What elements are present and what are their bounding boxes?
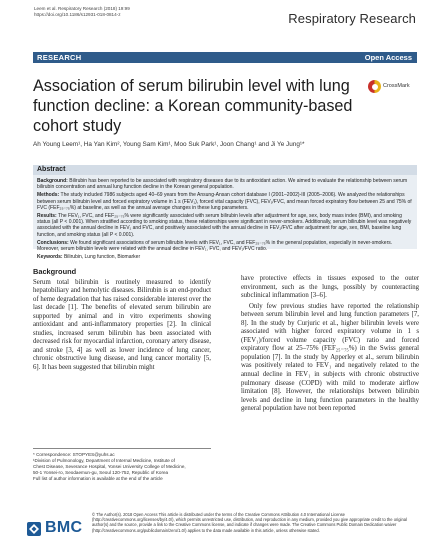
citation-line: Leem et al. Respiratory Research (2018) 19:99: [34, 6, 130, 11]
article-type-label: RESEARCH: [37, 53, 82, 62]
bmc-logo-icon: [26, 521, 42, 537]
bmc-logo: [26, 519, 88, 539]
section-heading: Background: [33, 267, 77, 276]
abstract-heading: Abstract: [37, 166, 66, 173]
abstract-results: [37, 213, 413, 238]
affiliation-line: 50-1 Yonsei-ro, Seodaemun-gu, Seoul 120-752, Republic of Korea: [33, 470, 169, 475]
section-label: Results:: [37, 213, 57, 220]
section-text: Bilirubin has been reported to be associated with respiratory diseases due to its antioxidant action. We aimed to evaluate the relationship between serum bilirubin concentration and annual lung function decline in the Korean general population.: [37, 178, 408, 191]
body-left-column: [33, 268, 211, 375]
body-paragraph: Serum total bilirubin is routinely measured to identify hepatobiliary and hemolytic diseases. Bilirubin is an end-product of heme degradation that has raised considerable interest over the last decade [1]. The benefits of elevated serum bilirubin are supported by animal and in vitro experiments showing antioxidant and anti-inflammatory properties [2]. In clinical studies, increased serum bilirubin has been associated with decreased risk for myocardial infarction, coronary artery disease, and stroke [3, 4] as well as lower incidence of lung cancer, chronic obstructive lung disease, and lung cancer mortality [5, 6]. It has been suggested that bilirubin might: [33, 278, 211, 372]
license-statement: © The Author(s). 2018 Open Access This article is distributed under the terms of the Creative Commons Attribution 4.0 International License (http://creativecommons.org/licenses/by/4.0/), which permits unrestricted use, distribution, and reproduction in any medium, provided you give appropriate credit to the original author(s) and the source, provide a link to the Creative Commons license, and indicate if changes were made. The Creative Commons Public Domain Dedication waiver (http://creativecommons.org/publicdomain/zero/1.0/) applies to the data made available in this article, unless otherwise stated.: [92, 512, 407, 533]
section-label: Keywords:: [37, 254, 63, 261]
section-text: Bilirubin, Lung function, Biomarker: [63, 254, 141, 261]
crossmark-icon: [368, 80, 381, 93]
crossmark-label: CrossMark: [383, 83, 410, 89]
section-text: The FEV₁, FVC, and FEF₂₅₋₇₅% were significantly associated with serum bilirubin levels after adjustment for age, sex, body mass index (BMI), and smoking status (all P < 0.001). When stratified according to smoking status, these relationships were significant in never-smokers. Additionally, serum bilirubin level was negatively associated with the annual decline in FEV₁ and FVC, and positively associated with the annual decline in FEV₁/FVC after adjustment for age, sex, BMI, baseline lung function, and smoking status (all P < 0.001).: [37, 213, 412, 238]
abstract-body: [37, 178, 413, 262]
article-type-banner: [33, 52, 417, 63]
abstract-box: [33, 165, 417, 261]
correspondence-email[interactable]: * Correspondence: STOPYES@yuhs.ac: [33, 452, 115, 457]
section-text: We found significant associations of serum bilirubin levels with FEV₁, FVC, and FEF₂₅₋₇₅% in the general population, especially in never-smokers. Moreover, serum bilirubin levels were related with the annual decline in FEV₁, FVC, and FEV₁/FVC ratio.: [37, 239, 393, 253]
article-title: Association of serum bilirubin level with lung function decline: a Korean community-based cohort study: [33, 77, 353, 135]
section-label: Methods:: [37, 192, 60, 199]
correspondence-footnote: [33, 452, 211, 482]
article-citation: [34, 6, 130, 18]
author-list: Ah Young Leem¹, Ha Yan Kim², Young Sam Kim¹, Moo Suk Park¹, Joon Chang¹ and Ji Ye Jung¹*: [33, 141, 305, 148]
footnote-divider: [33, 448, 211, 449]
body-paragraph: have protective effects in tissues exposed to the outer environment, such as the lungs, possibly by counteracting subclinical inflammation [3–6].: [241, 275, 419, 300]
body-paragraph: Only few previous studies have reported the relationship between serum bilirubin level and lung function parameters [7, 8]. In the study by Curjuric et al., higher bilirubin levels were associated with higher forced expiratory volume in 1 s (FEV₁)/forced volume capacity (FVC) ratio and forced expiratory flow at 25–75% (FEF₂₅₋₇₅%) in the Swiss general population [7]. In the study by Apperley et al., serum bilirubin was positively related to FEV₁ and negatively related to the annual decline in FEV₁ in subjects with chronic obstructive pulmonary disease (COPD) with mild to moderate airflow limitation [8]. However, the relationships between bilirubin levels and decline in lung function parameters in the healthy general population have not been reported: [241, 302, 419, 413]
journal-name: Respiratory Research: [288, 11, 416, 26]
bmc-logo-text: BMC: [45, 519, 83, 536]
abstract-keywords: [37, 254, 413, 260]
abstract-header: [33, 165, 417, 175]
abstract-methods: [37, 192, 413, 211]
crossmark-badge[interactable]: [368, 80, 410, 96]
abstract-background: [37, 178, 413, 190]
affiliation-line: ¹Division of Pulmonology, Department of Internal Medicine, Institute of: [33, 458, 175, 463]
section-label: Conclusions:: [37, 239, 69, 246]
section-text: The study included 7986 subjects aged 40–69 years from the Ansung-Ansan cohort database I (2001–2002)-III (2005–2006). We analyzed the relationships between serum bilirubin level and forced expiratory volume in 1 s (FEV₁), forced vital capacity (FVC), FEV₁/FVC, and mean forced expiratory flow between 25 and 75% of FVC (FEF₂₅₋₇₅%) at baseline, as well as the annual average changes in these lung parameters.: [37, 192, 412, 211]
affiliation-note: Full list of author information is available at the end of the article: [33, 476, 163, 481]
abstract-conclusions: [37, 240, 413, 252]
body-right-column: [241, 275, 419, 416]
section-label: Background:: [37, 178, 68, 184]
open-access-label: Open Access: [364, 53, 412, 62]
affiliation-line: Chest Disease, Severance Hospital, Yonsei University College of Medicine,: [33, 464, 186, 469]
doi-link[interactable]: https://doi.org/10.1186/s12931-018-0814-z: [34, 12, 121, 17]
